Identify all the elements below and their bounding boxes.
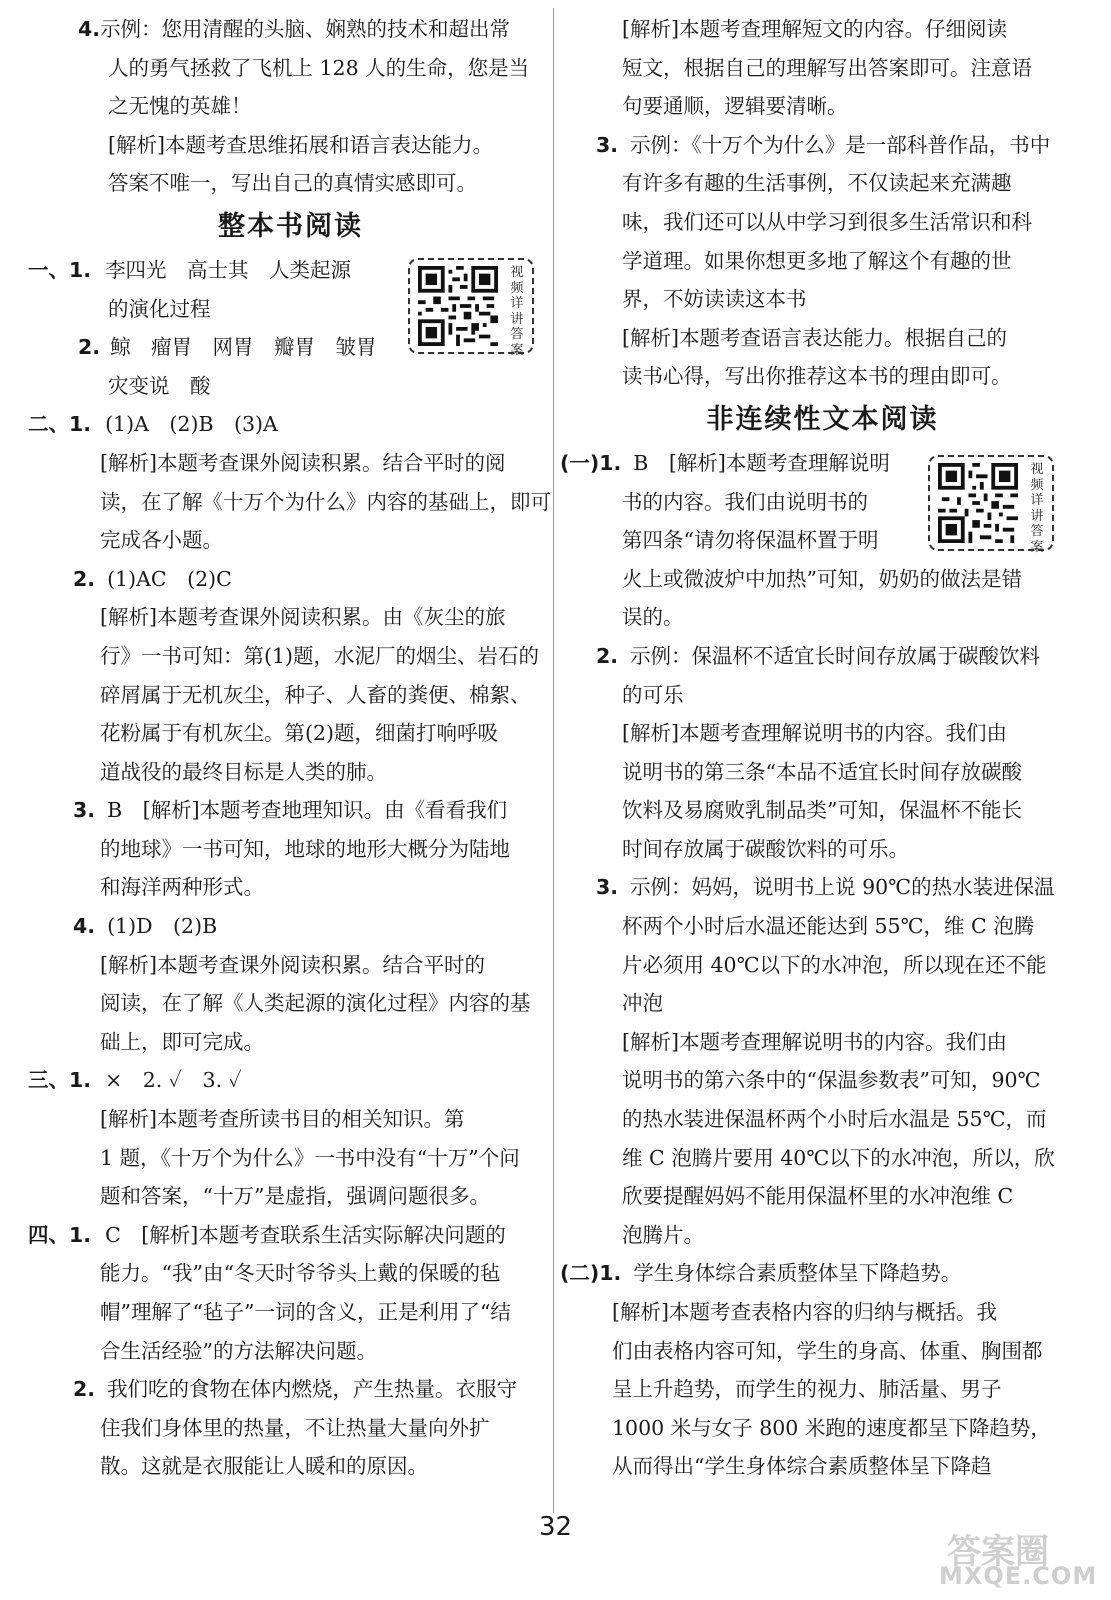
answer-line: 冲泡 [622, 991, 663, 1016]
answer-line: 2. (1)AC (2)C [73, 566, 232, 591]
analysis-line: 说明书的第三条“本品不适宜长时间存放碳酸 [622, 759, 1022, 784]
answer-line: 书的内容。我们由说明书的 [622, 489, 868, 514]
answer-line: 人的勇气拯救了飞机上 128 人的生命，您是当 [108, 55, 530, 80]
answer-line: 3. 示例：妈妈，说明书上说 90℃的热水装进保温 [596, 875, 1055, 900]
answer-line: (一)1. B [解析]本题考查理解说明 [560, 450, 890, 475]
qr-code-icon [416, 266, 500, 346]
answer-line: (二)1. 学生身体综合素质整体呈下降趋势。 [560, 1261, 962, 1286]
analysis-line: 欣要提醒妈妈不能用保温杯里的水冲泡维 C [622, 1184, 1014, 1209]
answer-line: 片必须用 40℃以下的水冲泡，所以现在还不能 [622, 952, 1047, 977]
page-number: 32 [538, 1512, 573, 1542]
section-heading: 非连续性文本阅读 [706, 403, 939, 435]
analysis-line: 呈上升趋势，而学生的视力、肺活量、男子 [612, 1377, 1002, 1402]
analysis-line: [解析]本题考查所读书目的相关知识。第 [100, 1107, 465, 1132]
answer-line: 误的。 [622, 605, 684, 630]
analysis-line: 时间存放属于碳酸饮料的可乐。 [622, 836, 909, 861]
analysis-line: 答案不唯一，写出自己的真情实感即可。 [108, 171, 477, 196]
analysis-line: [解析]本题考查课外阅读积累。结合平时的阅 [100, 450, 506, 475]
section-heading: 整本书阅读 [218, 210, 363, 242]
answer-line: 3. B [解析]本题考查地理知识。由《看看我们 [73, 798, 508, 823]
qr-code-video-explanation[interactable] [928, 455, 1054, 555]
analysis-line: 完成各小题。 [100, 528, 223, 553]
analysis-line: [解析]本题考查理解说明书的内容。我们由 [622, 1029, 1007, 1054]
analysis-line: 泡腾片。 [622, 1222, 704, 1247]
analysis-line: 1 题，《十万个为什么》一书中没有“十万”个问 [100, 1145, 520, 1170]
qr-code-icon [936, 463, 1020, 543]
analysis-line: 1000 米与女子 800 米跑的速度都呈下降趋势， [612, 1415, 1051, 1440]
right-column [560, 10, 1085, 1486]
left-column [28, 10, 553, 1486]
analysis-line: [解析]本题考查表格内容的归纳与概括。我 [612, 1300, 997, 1324]
qr-code-video-explanation[interactable] [408, 258, 534, 358]
answer-line: 界，不妨读读这本书 [622, 287, 807, 312]
column-divider [553, 8, 554, 1513]
analysis-line: [解析]本题考查理解短文的内容。仔细阅读 [622, 17, 1007, 41]
answer-line: 4. (1)D (2)B [73, 914, 218, 939]
answer-line: 灾变说 酸 [108, 373, 211, 398]
answer-line: 学道理。如果你想更多地了解这个有趣的世 [622, 248, 1012, 273]
analysis-line: 短文，根据自己的理解写出答案即可。注意语 [622, 55, 1032, 80]
analysis-line: [解析]本题考查课外阅读积累。结合平时的 [100, 952, 485, 977]
answer-line: 味，我们还可以从中学习到很多生活常识和科 [622, 209, 1032, 234]
analysis-line: [解析]本题考查理解说明书的内容。我们由 [622, 721, 1007, 746]
analysis-line: 饮料及易腐败乳制品类”可知，保温杯不能长 [622, 798, 1022, 823]
answer-line: 火上或微波炉中加热”可知，奶奶的做法是错 [622, 566, 1022, 591]
answer-line: 第四条“请勿将保温杯置于明 [622, 528, 879, 553]
answer-line: 散。这就是衣服能让人暖和的原因。 [100, 1454, 428, 1479]
analysis-line: [解析]本题考查语言表达能力。根据自己的 [622, 325, 1007, 350]
watermark-logo [927, 1524, 1097, 1594]
analysis-line: 们由表格内容可知，学生的身高、体重、胸围都 [612, 1338, 1043, 1363]
qr-label: 视频详讲答案 [510, 265, 524, 358]
analysis-line: 花粉属于有机灰尘。第(2)题，细菌打响呼吸 [100, 721, 499, 746]
analysis-line: 说明书的第六条中的“保温参数表”可知，90℃ [622, 1068, 1041, 1093]
analysis-line: 题和答案，“十万”是虚指，强调问题很多。 [100, 1184, 490, 1209]
answer-line: 有许多有趣的生活事例，不仅读起来充满趣 [622, 171, 1012, 196]
answer-line: 的演化过程 [108, 296, 211, 321]
answer-line: 3. 示例：《十万个为什么》是一部科普作品，书中 [596, 132, 1051, 157]
analysis-line: 维 C 泡腾片要用 40℃以下的水冲泡，所以，欣 [622, 1145, 1055, 1170]
answer-line: 三、1. × 2. ✓ 3. ✓ [28, 1068, 242, 1093]
answer-line: 二、1. (1)A (2)B (3)A [28, 412, 278, 437]
analysis-line: 从而得出“学生身体综合素质整体呈下降趋 [612, 1454, 992, 1479]
analysis-line: 碎屑属于无机灰尘，种子、人畜的粪便、棉絮、 [100, 682, 531, 707]
watermark-text: 答案圈 [947, 1532, 1049, 1572]
watermark-url: MXQE.COM [939, 1562, 1098, 1590]
answer-line: 4.示例：您用清醒的头脑、娴熟的技术和超出常 [78, 17, 511, 41]
answer-line: 住我们身体里的热量，不让热量大量向外扩 [100, 1415, 490, 1440]
qr-label: 视频详讲答案 [1030, 462, 1044, 555]
analysis-line: 础上，即可完成。 [100, 1029, 264, 1054]
analysis-line: 的热水装进保温杯两个小时后水温是 55℃，而 [622, 1107, 1047, 1132]
answer-line: 的可乐 [622, 682, 684, 707]
analysis-line: [解析]本题考查课外阅读积累。由《灰尘的旅 [100, 605, 506, 630]
answer-line: 四、1. C [解析]本题考查联系生活实际解决问题的 [28, 1222, 506, 1247]
analysis-line: [解析]本题考查思维拓展和语言表达能力。 [108, 132, 493, 157]
analysis-line: 句要通顺，逻辑要清晰。 [622, 94, 848, 119]
answer-line: 能力。“我”由“冬天时爷爷头上戴的保暖的毡 [100, 1261, 501, 1286]
analysis-line: 读，在了解《十万个为什么》内容的基础上，即可 [100, 489, 551, 514]
analysis-line: 行》一书可知：第(1)题，水泥厂的烟尘、岩石的 [100, 643, 540, 668]
answer-line: 合生活经验”的方法解决问题。 [100, 1338, 377, 1363]
answer-line: 的地球》一书可知，地球的地形大概分为陆地 [100, 836, 510, 861]
answer-line: 和海洋两种形式。 [100, 875, 264, 900]
answer-line: 2. 鲸 瘤胃 网胃 瓣胃 皱胃 [78, 335, 377, 360]
answer-line: 2. 示例：保温杯不适宜长时间存放属于碳酸饮料 [596, 643, 1041, 668]
analysis-line: 读书心得，写出你推荐这本书的理由即可。 [622, 364, 1012, 389]
answer-line: 杯两个小时后水温还能达到 55℃，维 C 泡腾 [622, 914, 1035, 939]
answer-line: 2. 我们吃的食物在体内燃烧，产生热量。衣服守 [73, 1377, 518, 1402]
answer-line: 之无愧的英雄！ [108, 94, 252, 119]
analysis-line: 阅读，在了解《人类起源的演化过程》内容的基 [100, 991, 531, 1016]
answer-line: 帽”理解了“毡子”一词的含义，正是利用了“结 [100, 1300, 511, 1324]
answer-line: 一、1. 李四光 高士其 人类起源 [28, 257, 352, 282]
analysis-line: 道战役的最终目标是人类的肺。 [100, 759, 387, 784]
